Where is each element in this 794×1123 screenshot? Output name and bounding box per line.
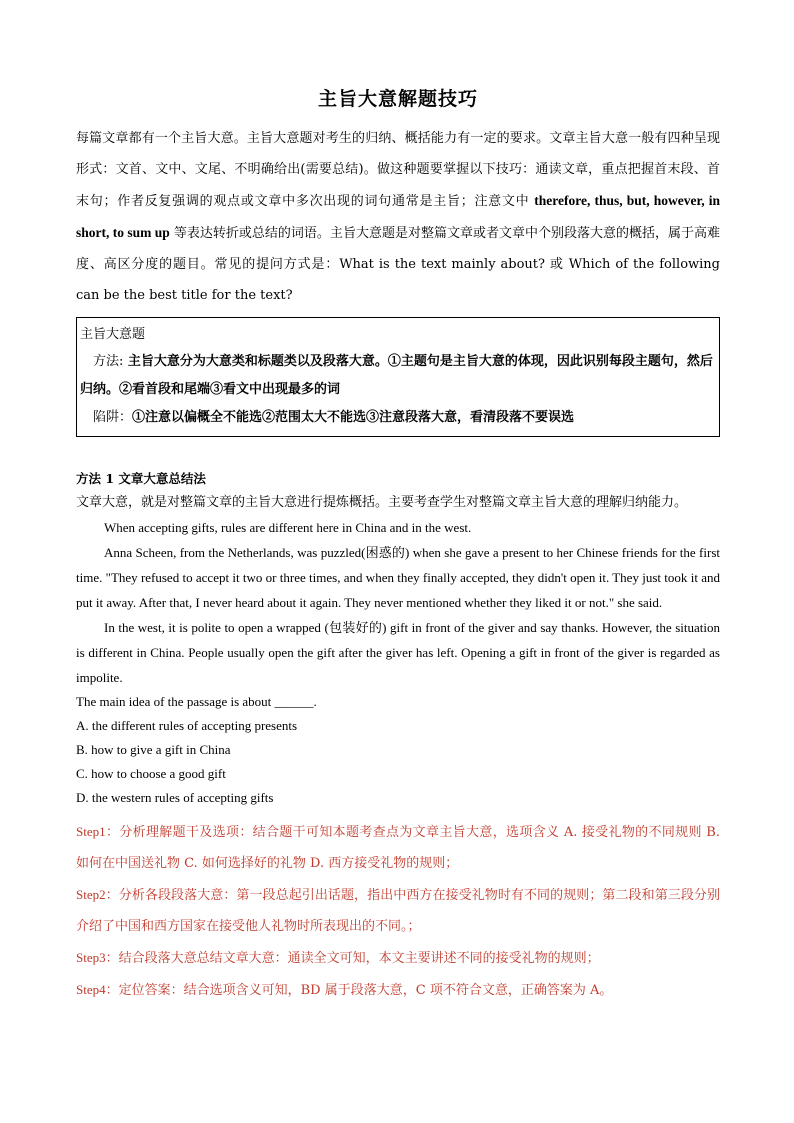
step-4-label: Step4 <box>76 982 106 997</box>
passage-paragraph-2: Anna Scheen, from the Netherlands, was puzzled(困惑的) when she gave a present to her Chinese friends for the first time. "They refused to accept it two or three times, and when they finally accepted, they didn't open it. They just took it and put it away. After that, I never heard about it again. They never mentioned whether they liked it or not." she said. <box>76 545 720 610</box>
solution-steps <box>76 816 720 1006</box>
step-1 <box>76 816 720 879</box>
option-d: D. the western rules of accepting gifts <box>76 790 274 805</box>
document-page <box>76 80 720 1006</box>
intro-text-1: 每篇文章都有一个主旨大意。主旨大意题对考生的归纳、概括能力有一定的要求。文章主旨大意一般有四种呈现形式：文首、文中、文尾、不明确给出(需要总结)。做这种题要掌握以下技巧：通读文章，重点把握首末段、首末句；作者反复强调的观点或文章中多次出现的词句通常是主旨；注意文中 <box>76 131 720 209</box>
option-a: A. the different rules of accepting presents <box>76 718 298 733</box>
question-stem: The main idea of the passage is about ______. <box>76 694 317 709</box>
step-2-text: ：分析各段段落大意：第一段总起引出话题，指出中西方在接受礼物时有不同的规则；第二段和第三段分别介绍了中国和西方国家在接受他人礼物时所表现出的不同。； <box>76 888 720 934</box>
method-label: 方法: <box>93 354 124 369</box>
option-c: C. how to choose a good gift <box>76 766 226 781</box>
trap-text: ①注意以偏概全不能选②范围太大不能选③注意段落大意，看清段落不要误选 <box>132 410 575 425</box>
passage-paragraph-3: In the west, it is polite to open a wrapped (包装好的) gift in front of the giver and say thanks. However, the situation is different in China. People usually open the gift after the giver has left. Opening a gift in front of the giver is regarded as impolite. <box>76 620 720 685</box>
step-2 <box>76 879 720 942</box>
step-1-label: Step1 <box>76 824 106 839</box>
passage-paragraph-1: When accepting gifts, rules are different here in China and in the west. <box>104 520 472 535</box>
step-3-label: Step3 <box>76 950 106 965</box>
box-trap <box>80 404 715 432</box>
step-1-text: ：分析理解题干及选项：结合题干可知本题考查点为文章主旨大意，选项含义 A. 接受礼物的不同规则 B. 如何在中国送礼物 C. 如何选择好的礼物 D. 西方接受礼物的规则； <box>76 825 720 871</box>
step-2-label: Step2 <box>76 887 106 902</box>
step-4 <box>76 974 720 1006</box>
step-3 <box>76 942 720 974</box>
box-title: 主旨大意题 <box>80 327 146 342</box>
summary-box <box>76 317 720 437</box>
method-text: 主旨大意分为大意类和标题类以及段落大意。①主题句是主旨大意的体现，因此识别每段主题句，然后归纳。②看首段和尾端③看文中出现最多的词 <box>80 354 713 397</box>
trap-label: 陷阱： <box>93 410 133 425</box>
option-b: B. how to give a gift in China <box>76 742 231 757</box>
intro-text-2: 等表达转折或总结的词语。主旨大意题是对整篇文章或者文章中个别段落大意的概括，属于高难度、高区分度的题目。常见的提问方式是：What is the text mainly about? 或 Which of the following can be the best title for the text? <box>76 226 720 303</box>
intro-paragraph <box>76 123 720 311</box>
intro-keywords: therefore, thus, but, however, in short, to sum up <box>76 193 720 240</box>
box-method <box>80 348 715 404</box>
step-3-text: ：结合段落大意总结文章大意：通读全文可知，本文主要讲述不同的接受礼物的规则； <box>105 951 600 966</box>
method-section <box>76 467 720 1006</box>
section-description: 文章大意，就是对整篇文章的主旨大意进行提炼概括。主要考查学生对整篇文章主旨大意的理解归纳能力。 <box>76 495 688 510</box>
section-heading: 方法 1 文章大意总结法 <box>76 471 206 486</box>
page-title: 主旨大意解题技巧 <box>317 88 478 110</box>
step-4-text: ：定位答案：结合选项含义可知，BD 属于段落大意，C 项不符合文意，正确答案为 A。 <box>105 983 613 998</box>
